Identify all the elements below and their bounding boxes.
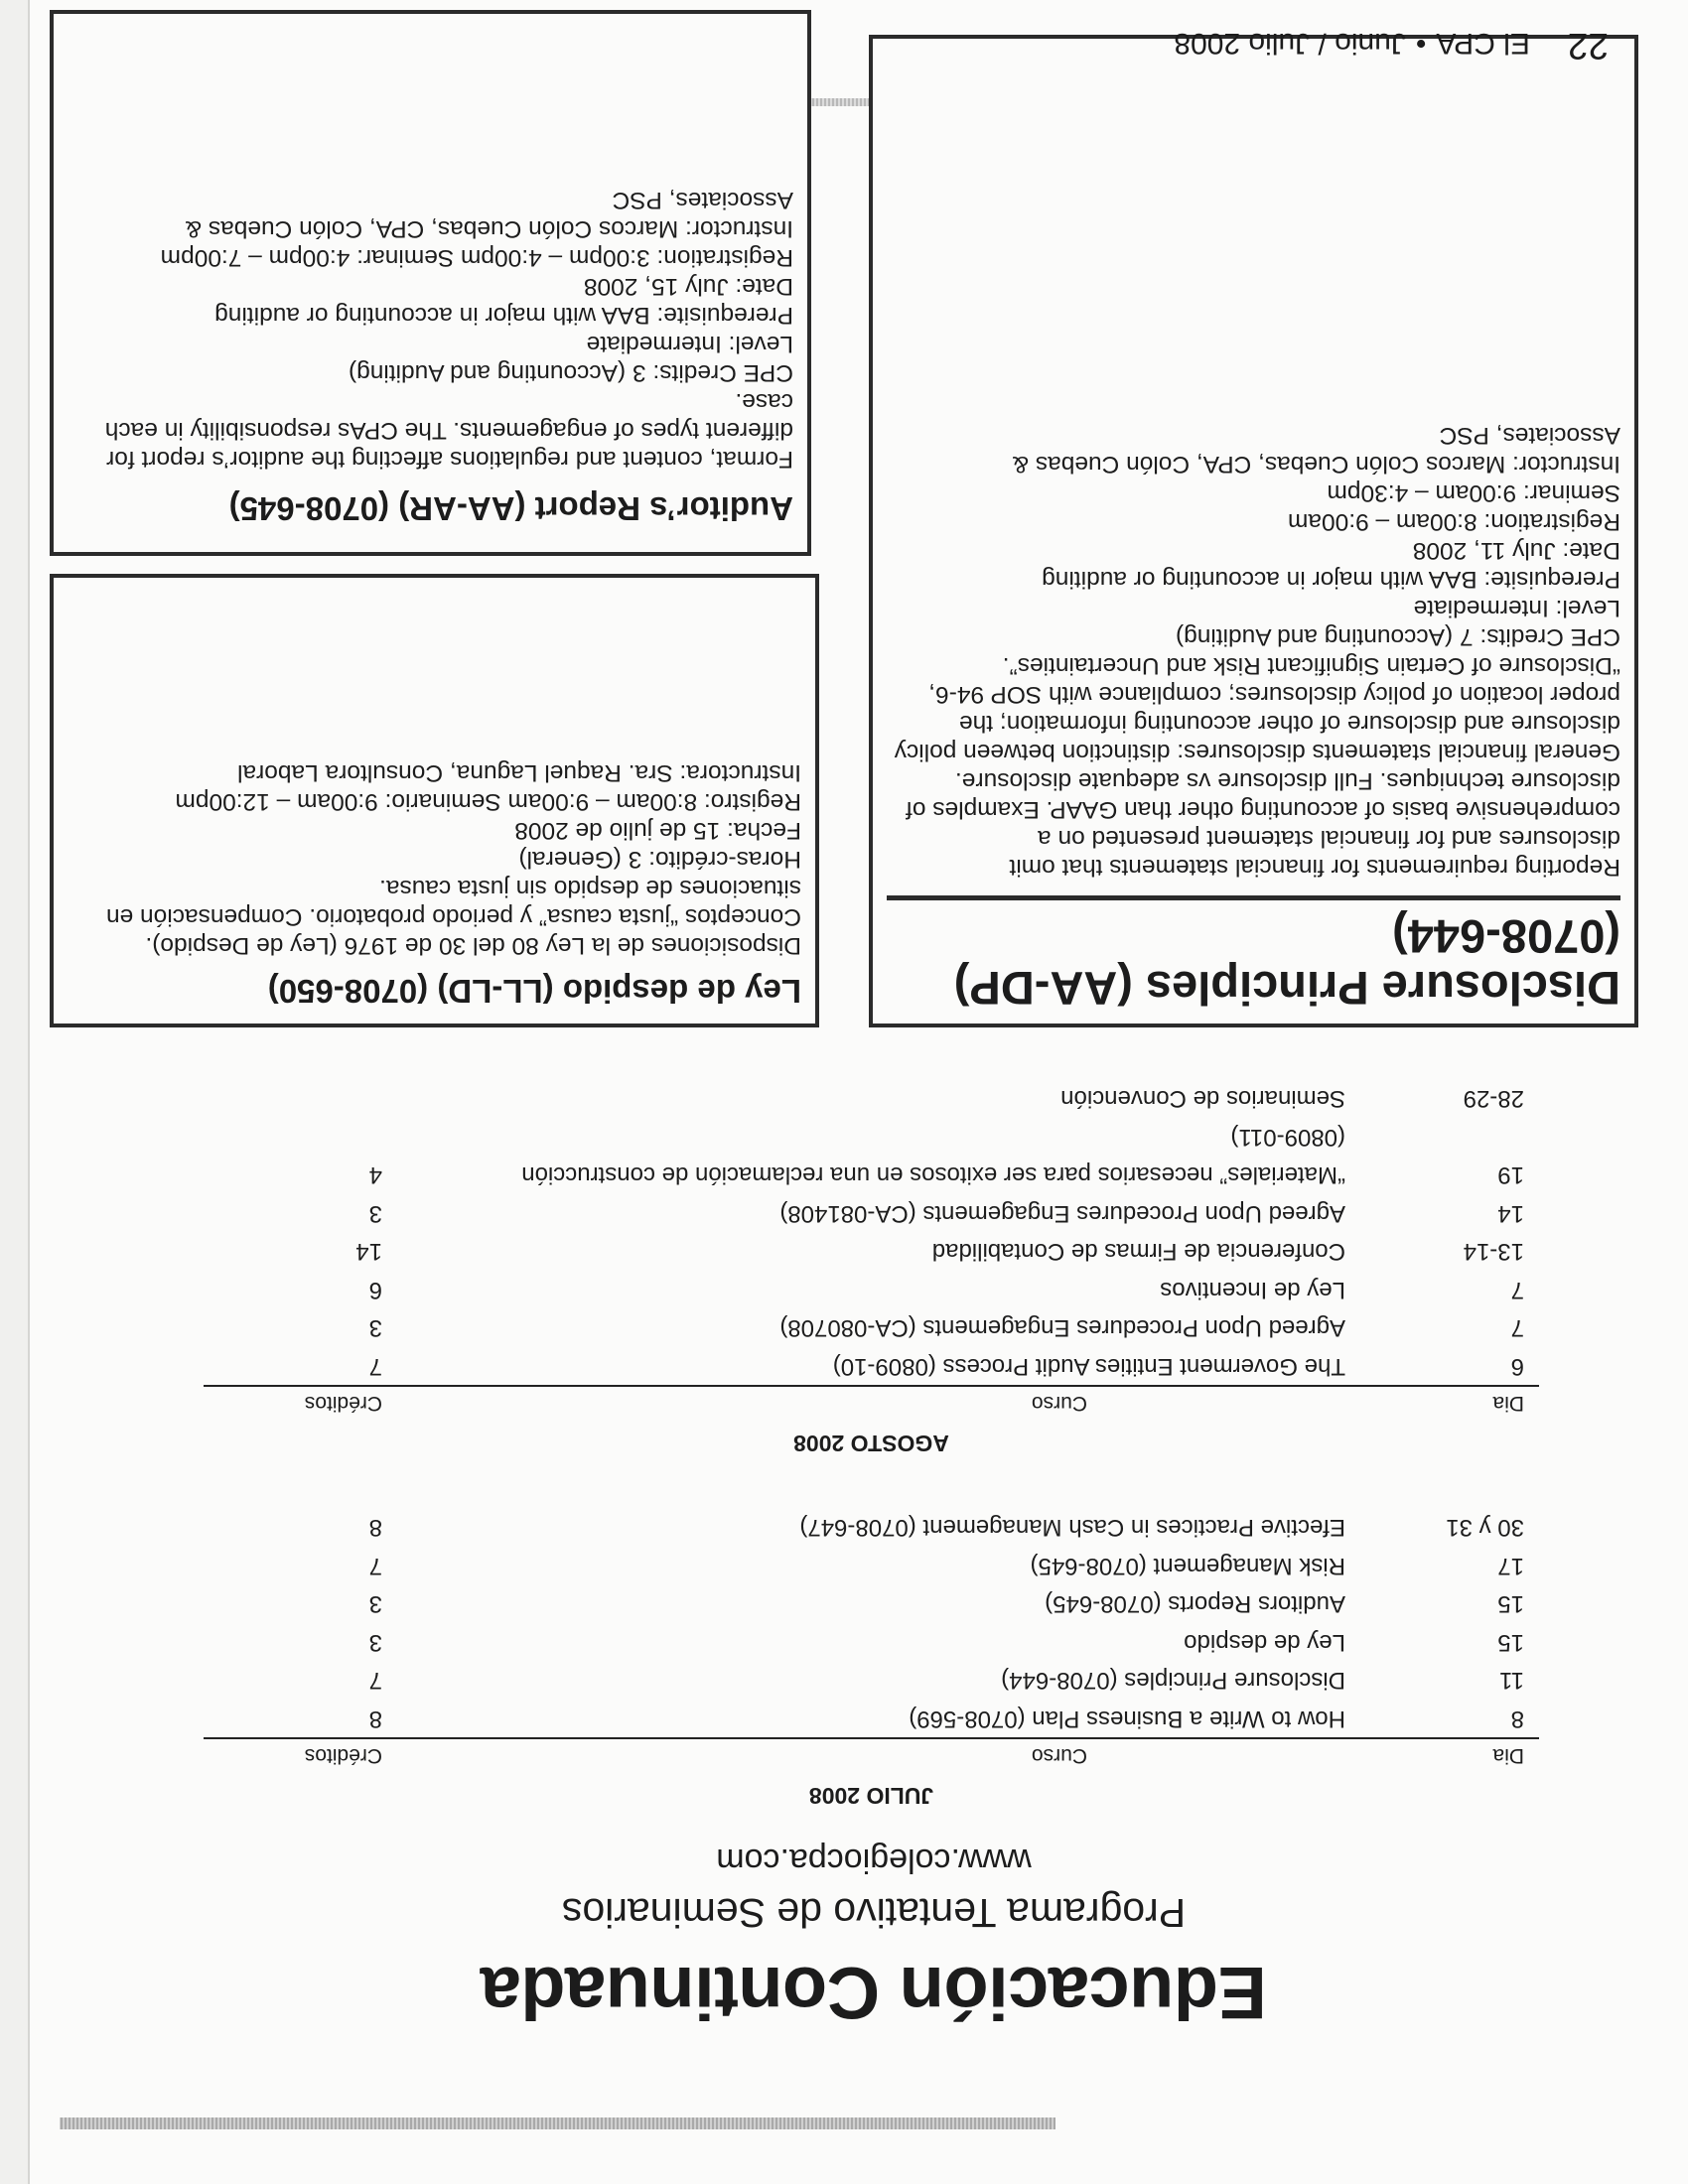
row-dia: 6 <box>1510 1353 1524 1380</box>
row-creditos: 3 <box>368 1590 382 1618</box>
schedule-row <box>204 1508 1539 1547</box>
row-creditos <box>204 1079 412 1118</box>
row-creditos: 3 <box>368 1629 382 1656</box>
schedule-row <box>204 1584 1539 1623</box>
schedule-julio <box>204 1508 1539 1809</box>
row-dia: 7 <box>1510 1314 1524 1342</box>
row-dia: 7 <box>1510 1277 1524 1303</box>
footer-divider-rule <box>60 2117 1055 2129</box>
row-dia: 15 <box>1497 1590 1524 1618</box>
column-header-dia: Dia <box>1492 1392 1524 1415</box>
row-curso: Seminarios de Convención <box>1060 1085 1345 1113</box>
course-date: Date: July 15, 2008 <box>583 273 793 300</box>
row-curso: Agreed Upon Procedures Engagements (CA-080708) <box>779 1314 1345 1342</box>
page-title: Educación Continuada <box>481 1952 1267 2034</box>
course-level: Level: Intermediate <box>1413 595 1620 621</box>
row-creditos: 8 <box>368 1514 382 1542</box>
row-curso: Disclosure Principles (0708-644) <box>1001 1667 1345 1695</box>
row-curso: Auditors Reports (0708-645) <box>1045 1590 1345 1618</box>
row-dia: 15 <box>1497 1629 1524 1656</box>
course-prerequisite: Prerequisite: BAA with major in accounting or auditing <box>1042 566 1620 593</box>
publication-name: El CPA <box>1436 27 1530 60</box>
scan-edge <box>0 0 30 2184</box>
row-curso: (0809-011) <box>1230 1124 1345 1151</box>
bullet-separator-icon: • <box>1415 27 1427 60</box>
schedule-row <box>204 1347 1539 1386</box>
course-instructor: Instructor: Marcos Colón Cuebas, CPA, Colón Cuebas & Associates, PSC <box>1012 422 1620 478</box>
issue-date: Junio / Julio 2008 <box>1174 27 1406 60</box>
course-registration: Registration: 8:00am – 9:00am <box>1287 508 1620 535</box>
row-curso: Efective Practices in Cash Management (0708-647) <box>799 1514 1345 1542</box>
row-creditos: 3 <box>368 1200 382 1227</box>
row-dia: 11 <box>1499 1667 1524 1695</box>
row-creditos: 7 <box>368 1553 382 1579</box>
disclosure-principles-box <box>869 35 1638 1027</box>
course-instructor: Instructor: Marcos Colón Cuebas, CPA, Colón Cuebas & Associates, PSC <box>185 187 793 242</box>
schedule-agosto <box>204 1079 1539 1456</box>
schedule-row <box>204 1308 1539 1347</box>
course-instructor: Instructora: Sra. Raquel Laguna, Consultora Laboral <box>237 759 801 786</box>
row-dia: 8 <box>1510 1706 1524 1732</box>
schedule-row <box>204 1079 1539 1118</box>
course-registration: Registro: 8:00am – 9:00am Seminario: 9:00am – 12:00pm <box>175 788 801 815</box>
column-header-curso: Curso <box>1031 1392 1087 1415</box>
row-creditos <box>204 1118 412 1157</box>
row-curso: Agreed Upon Procedures Engagements (CA-081408) <box>779 1200 1345 1227</box>
page-number: 22 <box>1567 26 1609 67</box>
schedule-row <box>204 1232 1539 1271</box>
row-curso: Risk Management (0708-645) <box>1030 1553 1345 1579</box>
row-creditos: 4 <box>368 1161 382 1189</box>
ley-de-despido-box <box>50 574 819 1027</box>
row-curso: Ley de Incentivos <box>1160 1277 1345 1303</box>
row-creditos: 14 <box>355 1238 382 1266</box>
row-curso: Conferencia de Firmas de Contabilidad <box>931 1238 1345 1266</box>
column-header-curso: Curso <box>1031 1744 1087 1767</box>
column-header-creditos: Créditos <box>304 1392 382 1415</box>
row-dia: 19 <box>1497 1161 1524 1189</box>
row-curso: How to Write a Business Plan (0708-569) <box>909 1706 1345 1732</box>
row-dia: 30 y 31 <box>1446 1514 1524 1542</box>
heading-divider <box>887 895 1620 900</box>
course-registration: Registration: 3:00pm – 4:00pm Seminar: 4:00pm – 7:00pm <box>160 244 793 271</box>
website-link[interactable]: www.colegiocpa.com <box>716 1842 1032 1879</box>
box-heading: Disclosure Principles (AA-DP) (0708-644) <box>953 910 1620 1015</box>
schedule-header-row <box>204 1737 1539 1767</box>
schedule-row <box>204 1700 1539 1738</box>
row-creditos: 8 <box>368 1706 382 1732</box>
column-header-creditos: Créditos <box>304 1744 382 1767</box>
row-creditos: 7 <box>368 1667 382 1695</box>
course-credits: CPE Credits: 7 (Accounting and Auditing) <box>1175 623 1620 650</box>
course-description: Format, content and regulations affecting the auditor’s report for different types of engagements. The CPAs responsibility in each case. <box>104 388 793 473</box>
row-curso: The Goverment Entities Audit Process (0809-10) <box>832 1353 1345 1380</box>
row-dia: 17 <box>1497 1553 1524 1579</box>
schedule-row <box>204 1194 1539 1233</box>
course-date: Fecha: 15 de julio de 2008 <box>514 817 801 844</box>
course-credits: Horas-crédito: 3 (General) <box>518 846 801 873</box>
row-dia: 28-29 <box>1463 1085 1524 1113</box>
auditors-report-box <box>50 10 811 556</box>
row-creditos: 3 <box>368 1314 382 1342</box>
schedule-row <box>204 1271 1539 1309</box>
box-heading: Ley de despido (LL-LD) (0708-650) <box>267 973 801 1010</box>
column-header-dia: Dia <box>1492 1744 1524 1767</box>
course-description: Reporting requirements for financial statements that omit disclosures and for financial statement presented on a comprehensive basis of accounting other than GAAP. Examples of disclosure techniques. Full disclosure vs adequate disclosure. General financial statements disclosures: distinction between policy disclosure and disclosure of other accounting information; the proper location of policy disclosures; compliance with SOP 94-6, “Disclosure of Certain Significant Risk and Uncertainties”. <box>894 652 1620 881</box>
box-heading: Auditor’s Report (AA-AR) (0708-645) <box>228 490 793 527</box>
row-creditos: 7 <box>368 1353 382 1380</box>
schedule-row <box>204 1547 1539 1585</box>
schedule-header-row <box>204 1385 1539 1415</box>
course-description: Disposiciones de la Ley 80 del 30 de 1976 (Ley de Despido). Conceptos “justa causa” y periodo probatorio. Compensación en situaciones de despido sin justa causa. <box>105 875 801 959</box>
month-heading: JULIO 2008 <box>808 1783 934 1809</box>
row-dia: 14 <box>1497 1200 1524 1227</box>
course-seminar: Seminar: 9:00am – 4:30pm <box>1327 479 1620 506</box>
schedule-row <box>204 1156 1539 1194</box>
row-creditos: 6 <box>368 1277 382 1303</box>
page-subtitle: Programa Tentativo de Seminarios <box>561 1890 1187 1936</box>
course-level: Level: Intermediate <box>586 331 793 357</box>
row-curso: Ley de despido <box>1184 1629 1345 1656</box>
schedule-row <box>204 1623 1539 1662</box>
course-credits: CPE Credits: 3 (Accounting and Auditing) <box>348 359 793 386</box>
schedule-row <box>204 1661 1539 1700</box>
course-date: Date: July 11, 2008 <box>1412 537 1620 564</box>
month-heading: AGOSTO 2008 <box>793 1431 949 1456</box>
row-dia: 13-14 <box>1463 1238 1524 1266</box>
course-prerequisite: Prerequisite: BAA with major in accounting or auditing <box>214 302 793 329</box>
schedule-row <box>204 1118 1539 1157</box>
row-curso: “Materiales” necesarios para ser exitosos en una reclamación de construcción <box>521 1161 1345 1189</box>
row-dia <box>1345 1118 1539 1157</box>
page-footer <box>1174 25 1609 67</box>
